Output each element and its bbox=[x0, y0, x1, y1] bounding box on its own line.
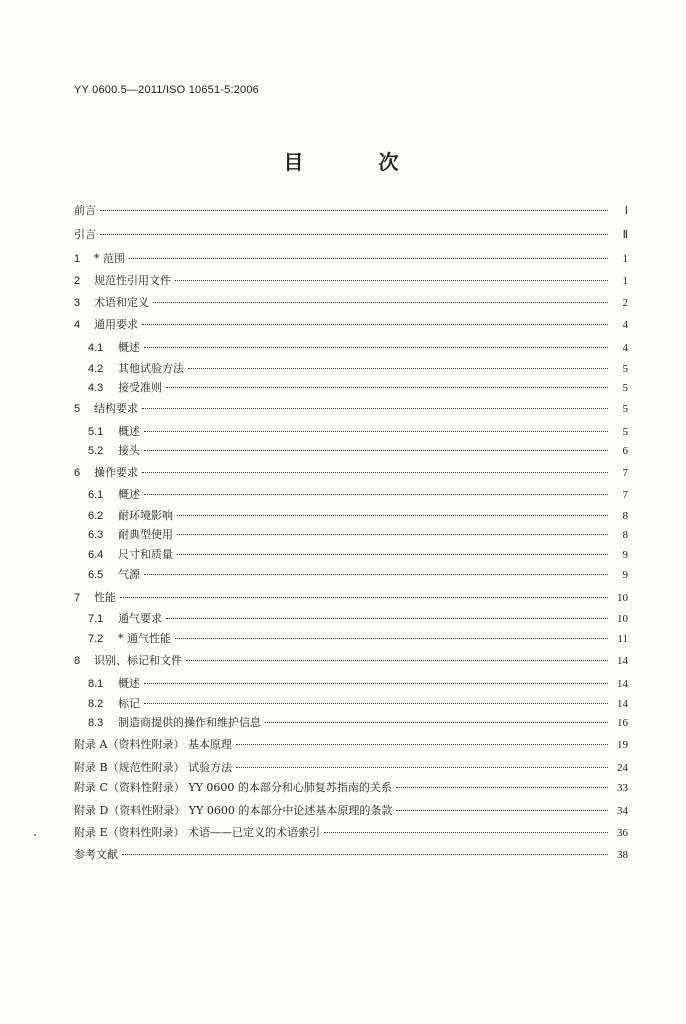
toc-entry[interactable] bbox=[88, 507, 628, 527]
toc-entry-title: 其他试验方法 bbox=[118, 362, 184, 375]
toc-entry[interactable] bbox=[88, 630, 628, 650]
toc-entry-page: 14 bbox=[617, 655, 628, 667]
toc-entry-page: 24 bbox=[617, 762, 628, 774]
toc-entry-number: 4 bbox=[74, 319, 81, 331]
toc-entry-number: 6 bbox=[74, 467, 81, 479]
dot-leader bbox=[122, 854, 608, 855]
toc-entry-title: 操作要求 bbox=[94, 466, 138, 479]
toc-entry-title: 附录 A（资料性附录） 基本原理 bbox=[74, 738, 232, 751]
dot-leader bbox=[265, 722, 608, 723]
toc-entry-title: 气源 bbox=[118, 568, 140, 581]
toc-entry-page: 16 bbox=[617, 717, 628, 729]
dot-leader bbox=[188, 368, 608, 369]
toc-entry-title: 附录 B（规范性附录） 试验方法 bbox=[74, 761, 233, 774]
toc-entry-title: 概述 bbox=[118, 488, 140, 501]
dot-leader bbox=[144, 574, 608, 575]
toc-entry-page: 7 bbox=[622, 467, 628, 479]
toc-entry-number: 8.2 bbox=[88, 698, 104, 710]
toc-entry-title: 术语和定义 bbox=[94, 296, 149, 309]
toc-entry-page: 38 bbox=[617, 849, 628, 861]
toc-entry-page: 10 bbox=[617, 592, 628, 604]
toc-entry-page: 7 bbox=[622, 489, 628, 501]
toc-entry-page: 2 bbox=[622, 297, 628, 309]
dot-leader bbox=[144, 703, 608, 704]
toc-entry-title: 概述 bbox=[118, 425, 140, 438]
dot-leader bbox=[153, 302, 608, 303]
dot-leader bbox=[144, 450, 608, 451]
toc-entry-title: 标记 bbox=[118, 697, 140, 710]
toc-entry[interactable] bbox=[74, 846, 628, 866]
toc-entry-page: 4 bbox=[622, 342, 628, 354]
toc-entry-page: Ⅱ bbox=[622, 229, 628, 241]
toc-entry-number: 8.3 bbox=[88, 717, 104, 729]
toc-entry-title: 参考文献 bbox=[74, 848, 118, 861]
toc-entry-title: 通气要求 bbox=[118, 612, 162, 625]
dot-leader bbox=[175, 638, 608, 639]
toc-entry[interactable] bbox=[74, 250, 628, 270]
toc-entry[interactable] bbox=[74, 400, 628, 420]
scan-speck bbox=[34, 834, 36, 836]
toc-entry-page: 11 bbox=[617, 633, 628, 645]
toc-entry-page: 19 bbox=[617, 739, 628, 751]
page-title: 目 次 bbox=[283, 150, 433, 174]
toc-entry-page: 6 bbox=[622, 445, 628, 457]
dot-leader bbox=[144, 347, 608, 348]
dot-leader bbox=[142, 324, 608, 325]
dot-leader bbox=[177, 534, 608, 535]
toc-entry-title: 概述 bbox=[118, 341, 140, 354]
toc-entry-number: 7 bbox=[74, 592, 81, 604]
toc-entry[interactable] bbox=[74, 652, 628, 672]
toc-entry-page: 9 bbox=[622, 549, 628, 561]
toc-entry-page: 14 bbox=[617, 698, 628, 710]
toc-entry-title: 附录 D（资料性附录） YY 0600 的本部分中论述基本原理的条款 bbox=[74, 804, 393, 817]
toc-entry[interactable] bbox=[74, 589, 628, 609]
dot-leader bbox=[175, 280, 608, 281]
dot-leader bbox=[177, 554, 608, 555]
toc-entry-number: 4.3 bbox=[88, 382, 104, 394]
dot-leader bbox=[142, 408, 608, 409]
toc-entry-title: 规范性引用文件 bbox=[94, 274, 171, 287]
dot-leader bbox=[236, 744, 608, 745]
toc-entry[interactable] bbox=[88, 360, 628, 380]
toc-entry-title: 结构要求 bbox=[94, 402, 138, 415]
toc-entry[interactable] bbox=[88, 610, 628, 630]
dot-leader bbox=[100, 234, 608, 235]
toc-entry-title: 接头 bbox=[118, 444, 140, 457]
dot-leader bbox=[120, 597, 608, 598]
toc-entry-number: 6.3 bbox=[88, 529, 104, 541]
toc-entry-page: 33 bbox=[617, 782, 628, 794]
toc-entry-number: 6.4 bbox=[88, 549, 104, 561]
toc-entry-page: 5 bbox=[622, 363, 628, 375]
toc-entry-title: 耐典型使用 bbox=[118, 528, 173, 541]
toc-entry-number: 8.1 bbox=[88, 678, 104, 690]
toc-entry-page: 4 bbox=[622, 319, 628, 331]
dot-leader bbox=[144, 683, 608, 684]
toc-entry[interactable] bbox=[88, 675, 628, 695]
toc-entry[interactable] bbox=[74, 272, 628, 292]
dot-leader bbox=[144, 494, 608, 495]
toc-entry[interactable] bbox=[88, 526, 628, 546]
dot-leader bbox=[236, 767, 608, 768]
toc-entry-number: 6.2 bbox=[88, 510, 104, 522]
toc-entry[interactable] bbox=[88, 546, 628, 566]
toc-entry-page: 34 bbox=[617, 805, 628, 817]
toc-entry-title: 概述 bbox=[118, 677, 140, 690]
toc-entry-title: 耐环境影响 bbox=[118, 509, 173, 522]
toc-entry-number: 6.1 bbox=[88, 489, 104, 501]
toc-entry-number: 7.1 bbox=[88, 613, 104, 625]
dot-leader bbox=[396, 810, 608, 811]
toc-entry-page: 1 bbox=[622, 253, 628, 265]
toc-entry-title: * 范围 bbox=[94, 252, 125, 265]
toc-entry-title: 前言 bbox=[74, 204, 96, 217]
toc-entry-page: 5 bbox=[622, 426, 628, 438]
toc-entry-number: 4.1 bbox=[88, 342, 104, 354]
toc-entry-title: 接受准则 bbox=[118, 381, 162, 394]
toc-entry[interactable] bbox=[88, 695, 628, 715]
toc-entry-number: 1 bbox=[74, 253, 81, 265]
toc-entry[interactable] bbox=[88, 714, 628, 734]
dot-leader bbox=[100, 210, 608, 211]
toc-entry[interactable] bbox=[74, 824, 628, 844]
toc-entry-title: 附录 E（资料性附录） 术语——已定义的术语索引 bbox=[74, 826, 321, 839]
toc-entry[interactable] bbox=[74, 316, 628, 336]
toc-entry-title: 通用要求 bbox=[94, 318, 138, 331]
dot-leader bbox=[396, 787, 608, 788]
toc-entry[interactable] bbox=[74, 779, 628, 799]
toc-entry-page: 1 bbox=[622, 275, 628, 287]
toc-entry-title: 制造商提供的操作和维护信息 bbox=[118, 716, 261, 729]
toc-entry-number: 2 bbox=[74, 275, 81, 287]
toc-entry-title: 引言 bbox=[74, 228, 96, 241]
toc-entry[interactable] bbox=[88, 442, 628, 462]
toc-entry-page: 8 bbox=[622, 529, 628, 541]
toc-entry[interactable] bbox=[74, 802, 628, 822]
dot-leader bbox=[166, 387, 608, 388]
toc-entry[interactable] bbox=[88, 566, 628, 586]
dot-leader bbox=[144, 431, 608, 432]
toc-entry[interactable] bbox=[88, 379, 628, 399]
toc-entry-title: 识别、标记和文件 bbox=[94, 654, 182, 667]
toc-entry[interactable] bbox=[74, 759, 628, 779]
toc-entry-number: 7.2 bbox=[88, 633, 104, 645]
toc-entry-page: 36 bbox=[617, 827, 628, 839]
toc-entry[interactable] bbox=[74, 226, 628, 246]
dot-leader bbox=[177, 515, 608, 516]
toc-entry-title: 性能 bbox=[94, 591, 116, 604]
toc-entry-number: 5 bbox=[74, 403, 81, 415]
dot-leader bbox=[324, 832, 608, 833]
toc-entry[interactable] bbox=[74, 464, 628, 484]
dot-leader bbox=[129, 258, 608, 259]
toc-entry[interactable] bbox=[88, 339, 628, 359]
toc-entry-number: 3 bbox=[74, 297, 81, 309]
toc-entry[interactable] bbox=[88, 423, 628, 443]
standard-number-header: YY 0600.5—2011/ISO 10651-5:2006 bbox=[74, 84, 259, 96]
dot-leader bbox=[186, 660, 608, 661]
toc-entry[interactable] bbox=[74, 202, 628, 222]
toc-entry[interactable] bbox=[74, 736, 628, 756]
toc-entry-page: 5 bbox=[622, 403, 628, 415]
dot-leader bbox=[142, 472, 608, 473]
toc-entry-page: Ⅰ bbox=[624, 205, 628, 217]
toc-entry-number: 5.1 bbox=[88, 426, 104, 438]
toc-entry-title: * 通气性能 bbox=[118, 632, 171, 645]
toc-entry-title: 尺寸和质量 bbox=[118, 548, 173, 561]
toc-entry-number: 8 bbox=[74, 655, 81, 667]
toc-entry-number: 4.2 bbox=[88, 363, 104, 375]
toc-entry-page: 14 bbox=[617, 678, 628, 690]
toc-entry-number: 6.5 bbox=[88, 569, 104, 581]
toc-entry-page: 8 bbox=[622, 510, 628, 522]
toc-entry[interactable] bbox=[88, 486, 628, 506]
toc-entry-page: 9 bbox=[622, 569, 628, 581]
toc-entry-page: 5 bbox=[622, 382, 628, 394]
dot-leader bbox=[166, 618, 608, 619]
toc-entry-page: 10 bbox=[617, 613, 628, 625]
toc-entry-number: 5.2 bbox=[88, 445, 104, 457]
toc-entry[interactable] bbox=[74, 294, 628, 314]
toc-entry-title: 附录 C（资料性附录） YY 0600 的本部分和心肺复苏指南的关系 bbox=[74, 781, 392, 794]
